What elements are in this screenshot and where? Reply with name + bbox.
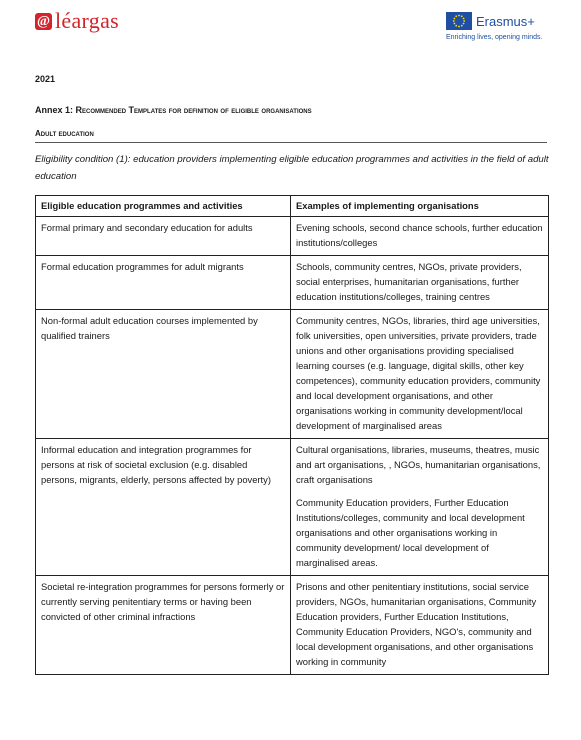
programme-cell: Non-formal adult education courses implemented by qualified trainers	[36, 310, 291, 439]
examples-cell: Schools, community centres, NGOs, private providers, social enterprises, humanitarian organisations, further education institutions/colleges, training centres	[291, 256, 549, 310]
column-header-organisations: Examples of implementing organisations	[291, 196, 549, 217]
examples-paragraph: Community Education providers, Further Education Institutions/colleges, community and local development organisations and other organisations working in community development/ local development of marginalised areas.	[296, 497, 525, 568]
leargas-logo-icon: @	[36, 13, 51, 29]
table-row	[36, 310, 549, 439]
page-header	[0, 0, 581, 60]
table-row	[36, 256, 549, 310]
eligibility-condition: Eligibility condition (1): education providers implementing eligible education programmes and activities in the field of adult education	[35, 154, 549, 182]
table-header-row	[36, 196, 549, 217]
examples-cell	[291, 439, 549, 576]
section-divider	[35, 142, 547, 143]
table-row	[36, 439, 549, 576]
annex-prefix: Annex 1:	[35, 105, 74, 115]
programme-cell: Formal education programmes for adult migrants	[36, 256, 291, 310]
eligibility-table	[35, 195, 549, 675]
erasmus-name: Erasmus+	[476, 14, 535, 29]
erasmus-logo	[446, 12, 556, 48]
examples-paragraph: Cultural organisations, libraries, museums, theatres, music and art organisations, , NGOs, humanitarian organisations, craft organisations	[296, 444, 541, 485]
section-title: Adult education	[35, 129, 94, 138]
annex-heading	[35, 105, 312, 115]
document-year: 2021	[35, 74, 56, 84]
examples-cell: Prisons and other penitentiary institutions, social service providers, NGOs, humanitarian organisations, Community Education providers, Further Education Institutions, Community Education Providers, NGO's, community and local development organisations, and other organisations working in community	[291, 576, 549, 675]
table-row	[36, 576, 549, 675]
programme-cell: Formal primary and secondary education for adults	[36, 217, 291, 256]
column-header-programmes: Eligible education programmes and activities	[36, 196, 291, 217]
table-row	[36, 217, 549, 256]
examples-cell: Evening schools, second chance schools, further education institutions/colleges	[291, 217, 549, 256]
programme-cell: Informal education and integration programmes for persons at risk of societal exclusion (e.g. disabled persons, migrants, elderly, persons affected by poverty)	[36, 439, 291, 576]
annex-title: Recommended Templates for definition of eligible organisations	[75, 105, 312, 115]
leargas-logo-text: léargas	[55, 8, 119, 33]
erasmus-tagline: Enriching lives, opening minds.	[446, 34, 543, 41]
programme-cell: Societal re-integration programmes for persons formerly or currently serving penitentiary terms or having been convicted of other criminal infractions	[36, 576, 291, 675]
leargas-logo	[35, 8, 119, 34]
eu-flag-icon	[446, 12, 472, 30]
examples-cell: Community centres, NGOs, libraries, third age universities, folk universities, open universities, private providers, trade unions and other organisations providing specialised learning courses (e.g. language, digital skills, other key competences), community education providers, community and local development organisations, and other organisations working in community development/local development of marginalised areas	[291, 310, 549, 439]
